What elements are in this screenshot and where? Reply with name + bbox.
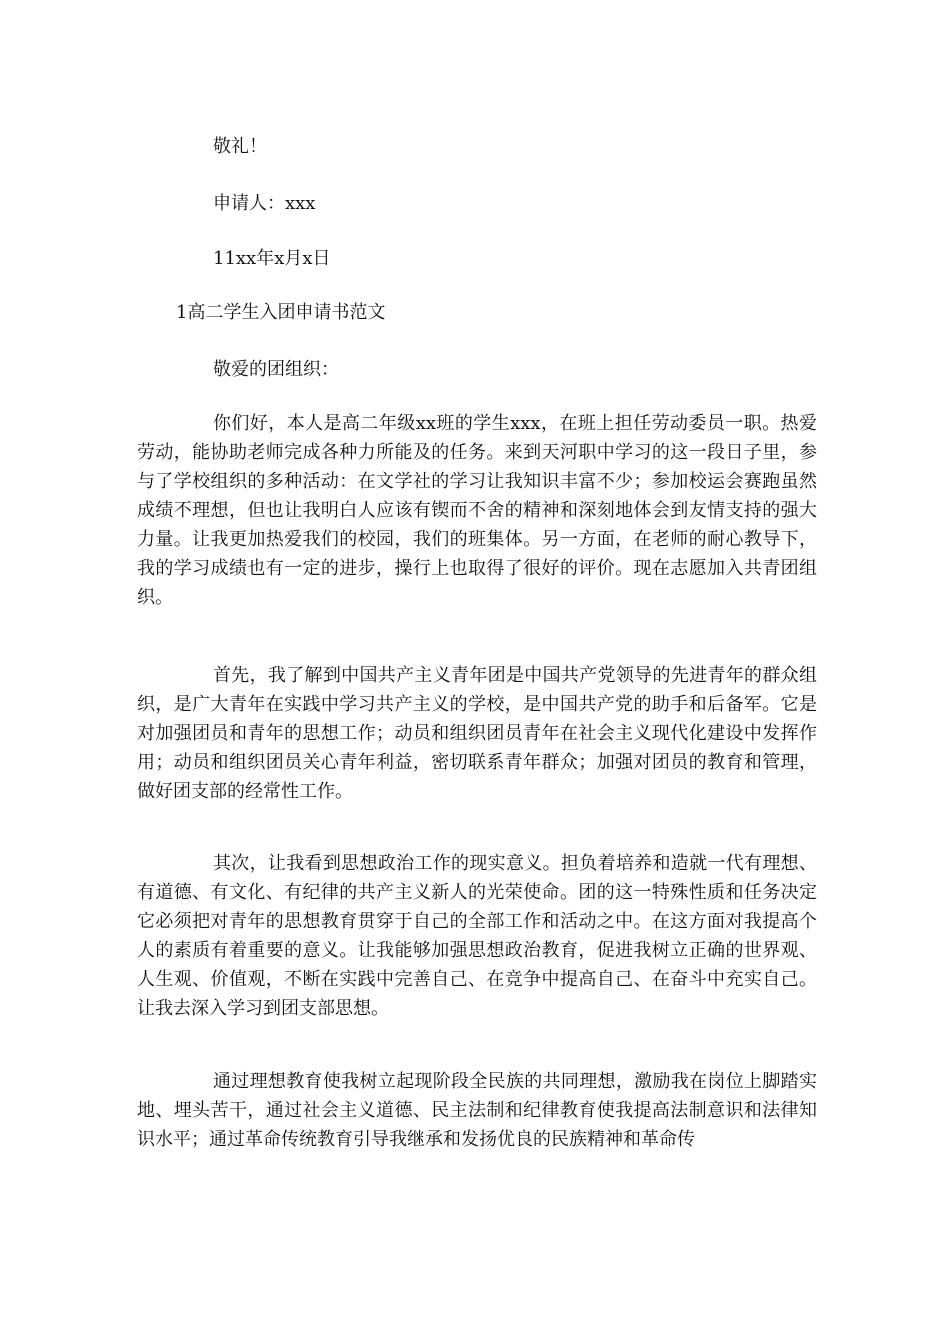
application-date: 11xx年x月x日 bbox=[213, 248, 331, 269]
section-title: 1高二学生入团申请书范文 bbox=[176, 302, 386, 323]
closing-salute: 敬礼！ bbox=[213, 136, 267, 157]
letter-greeting: 敬爱的团组织： bbox=[213, 359, 339, 380]
body-paragraph-3: 其次，让我看到思想政治工作的现实意义。担负着培养和造就一代有理想、有道德、有文化、有纪律的共产主义新人的光荣使命。团的这一特殊性质和任务决定它必须把对青年的思想教育贯穿于自己的全部工作和活动之中。在这方面对我提高个人的素质有着重要的意义。让我能够加强思想政治教育，促进我树立正确的世界观、人生观、价值观，不断在实践中完善自己、在竞争中提高自己、在奋斗中充实自己。让我去深入学习到团支部思想。 bbox=[137, 853, 817, 1019]
body-paragraph-1: 你们好，本人是高二年级xx班的学生xxx，在班上担任劳动委员一职。热爱劳动，能协助老师完成各种力所能及的任务。来到天河职中学习的这一段日子里，参与了学校组织的多种活动：在文学社的学习让我知识丰富不少；参加校运会赛跑虽然成绩不理想，但也让我明白人应该有锲而不舍的精神和深刻地体会到友情支持的强大力量。让我更加热爱我们的校园，我们的班集体。另一方面，在老师的耐心教导下，我的学习成绩也有一定的进步，操行上也取得了很好的评价。现在志愿加入共青团组织。 bbox=[137, 413, 817, 608]
applicant-signature: 申请人：xxx bbox=[213, 193, 316, 214]
body-paragraph-4: 通过理想教育使我树立起现阶段全民族的共同理想，激励我在岗位上脚踏实地、埋头苦干，通过社会主义道德、民主法制和纪律教育使我提高法制意识和法律知识水平；通过革命传统教育引导我继承和发扬优良的民族精神和革命传 bbox=[137, 1071, 817, 1150]
body-paragraph-2: 首先，我了解到中国共产主义青年团是中国共产党领导的先进青年的群众组织，是广大青年在实践中学习共产主义的学校，是中国共产党的助手和后备军。它是对加强团员和青年的思想工作；动员和组织团员青年在社会主义现代化建设中发挥作用；动员和组织团员关心青年利益，密切联系青年群众；加强对团员的教育和管理，做好团支部的经常性工作。 bbox=[137, 665, 817, 802]
